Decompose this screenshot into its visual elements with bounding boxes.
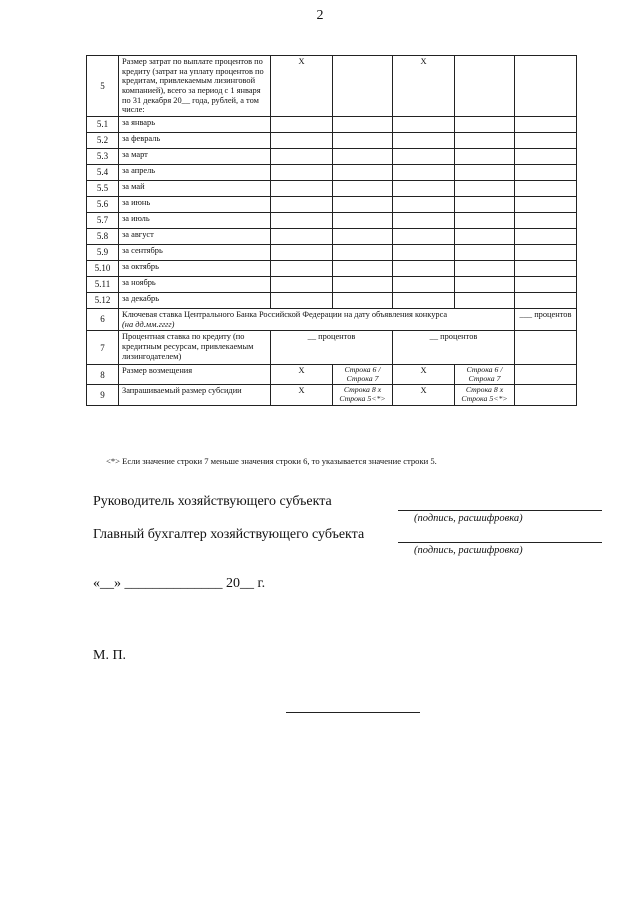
table-row-month [87, 196, 577, 212]
empty-cell [455, 180, 515, 196]
row-number: 5.8 [87, 228, 119, 244]
key-rate-value: ___ процентов [515, 308, 577, 330]
empty-cell [333, 164, 393, 180]
empty-cell [393, 116, 455, 132]
empty-cell [271, 132, 333, 148]
row-number: 5.2 [87, 132, 119, 148]
empty-cell [515, 116, 577, 132]
formula-cell: Строка 8 х Строка 5<*> [455, 385, 515, 405]
table-row-month [87, 228, 577, 244]
row-label: за июль [119, 212, 271, 228]
empty-cell [333, 196, 393, 212]
cell-x: X [271, 385, 333, 405]
empty-cell [515, 148, 577, 164]
subsidy-table [86, 55, 577, 406]
table-row-month [87, 148, 577, 164]
credit-rate-a: __ процентов [271, 331, 393, 365]
row-label: за январь [119, 116, 271, 132]
cell-x: X [271, 56, 333, 117]
row-label: за май [119, 180, 271, 196]
row-label: за июнь [119, 196, 271, 212]
empty-cell [393, 276, 455, 292]
table-row-5 [87, 56, 577, 117]
row-number: 5.7 [87, 212, 119, 228]
stamp-placeholder: М. П. [93, 648, 127, 663]
row-number: 5.3 [87, 148, 119, 164]
cell-x: X [393, 56, 455, 117]
empty-cell [455, 56, 515, 117]
row-number: 7 [87, 331, 119, 365]
row-label: за февраль [119, 132, 271, 148]
empty-cell [515, 331, 577, 365]
empty-cell [333, 212, 393, 228]
empty-cell [271, 116, 333, 132]
cell-x: X [393, 365, 455, 385]
accountant-signature-hint: (подпись, расшифровка) [414, 545, 523, 556]
table-row-month [87, 180, 577, 196]
empty-cell [271, 292, 333, 308]
empty-cell [455, 212, 515, 228]
empty-cell [515, 196, 577, 212]
empty-cell [333, 244, 393, 260]
footnote: <*> Если значение строки 7 меньше значения строки 6, то указывается значение строки 5. [106, 456, 437, 466]
row-number: 5.11 [87, 276, 119, 292]
row-number: 5.6 [87, 196, 119, 212]
row-label: за август [119, 228, 271, 244]
empty-cell [393, 228, 455, 244]
row-number: 5.5 [87, 180, 119, 196]
empty-cell [515, 212, 577, 228]
empty-cell [271, 148, 333, 164]
table-row-month [87, 292, 577, 308]
accountant-signature-line [398, 542, 602, 543]
table-row-7 [87, 331, 577, 365]
empty-cell [333, 56, 393, 117]
empty-cell [271, 244, 333, 260]
formula-cell: Строка 6 / Строка 7 [333, 365, 393, 385]
formula-cell: Строка 8 х Строка 5<*> [333, 385, 393, 405]
empty-cell [455, 292, 515, 308]
empty-cell [455, 276, 515, 292]
empty-cell [455, 244, 515, 260]
table-row-month [87, 276, 577, 292]
empty-cell [393, 292, 455, 308]
empty-cell [333, 260, 393, 276]
empty-cell [393, 132, 455, 148]
table-row-8 [87, 365, 577, 385]
table-row-6 [87, 308, 577, 330]
head-signature-label: Руководитель хозяйствующего субъекта [93, 494, 332, 509]
row-number: 5.10 [87, 260, 119, 276]
empty-cell [333, 292, 393, 308]
empty-cell [455, 164, 515, 180]
table-row-month [87, 132, 577, 148]
empty-cell [393, 180, 455, 196]
empty-cell [393, 196, 455, 212]
empty-cell [515, 276, 577, 292]
row-label: за апрель [119, 164, 271, 180]
date-format-hint: (на дд.мм.гггг) [122, 319, 175, 329]
cell-x: X [393, 385, 455, 405]
empty-cell [455, 260, 515, 276]
row-number: 5.9 [87, 244, 119, 260]
page-number: 2 [316, 8, 324, 23]
empty-cell [271, 228, 333, 244]
empty-cell [455, 116, 515, 132]
row-label: Запрашиваемый размер субсидии [119, 385, 271, 405]
key-rate-label: Ключевая ставка Центрального Банка Российской Федерации на дату объявления конкурса [122, 309, 448, 319]
row-label: за ноябрь [119, 276, 271, 292]
empty-cell [333, 180, 393, 196]
table-row-month [87, 116, 577, 132]
empty-cell [393, 244, 455, 260]
empty-cell [455, 196, 515, 212]
empty-cell [515, 228, 577, 244]
empty-cell [515, 132, 577, 148]
formula-cell: Строка 6 / Строка 7 [455, 365, 515, 385]
empty-cell [455, 132, 515, 148]
head-signature-line [398, 510, 602, 511]
row-label [119, 308, 515, 330]
table-row-month [87, 244, 577, 260]
row-number: 5.12 [87, 292, 119, 308]
empty-cell [515, 164, 577, 180]
row-label: Размер затрат по выплате процентов по кредиту (затрат на уплату процентов по кредитам, привлекаемым лизинговой компанией), всего за период с 1 января по 31 декабря 20__ года, рублей, а том числе: [119, 56, 271, 117]
empty-cell [271, 276, 333, 292]
empty-cell [333, 228, 393, 244]
row-label: за декабрь [119, 292, 271, 308]
empty-cell [333, 148, 393, 164]
empty-cell [333, 116, 393, 132]
empty-cell [515, 365, 577, 385]
empty-cell [455, 148, 515, 164]
empty-cell [393, 164, 455, 180]
row-number: 5 [87, 56, 119, 117]
empty-cell [515, 180, 577, 196]
empty-cell [333, 132, 393, 148]
credit-rate-b: __ процентов [393, 331, 515, 365]
empty-cell [333, 276, 393, 292]
bottom-rule [286, 712, 420, 713]
row-number: 5.4 [87, 164, 119, 180]
row-label: Размер возмещения [119, 365, 271, 385]
row-label: за сентябрь [119, 244, 271, 260]
empty-cell [515, 56, 577, 117]
cell-x: X [271, 365, 333, 385]
table-row-month [87, 212, 577, 228]
row-label: за март [119, 148, 271, 164]
empty-cell [271, 196, 333, 212]
row-label: Процентная ставка по кредиту (по кредитным ресурсам, привлекаемым лизингодателем) [119, 331, 271, 365]
row-number: 6 [87, 308, 119, 330]
empty-cell [455, 228, 515, 244]
empty-cell [271, 212, 333, 228]
empty-cell [515, 385, 577, 405]
empty-cell [393, 148, 455, 164]
date-line: «__» ______________ 20__ г. [93, 576, 266, 591]
empty-cell [271, 164, 333, 180]
row-number: 9 [87, 385, 119, 405]
empty-cell [393, 260, 455, 276]
table-row-month [87, 164, 577, 180]
empty-cell [515, 260, 577, 276]
empty-cell [271, 180, 333, 196]
empty-cell [515, 292, 577, 308]
table-row-9 [87, 385, 577, 405]
empty-cell [271, 260, 333, 276]
accountant-signature-label: Главный бухгалтер хозяйствующего субъекта [93, 527, 365, 542]
head-signature-hint: (подпись, расшифровка) [414, 513, 523, 524]
row-number: 8 [87, 365, 119, 385]
row-label: за октябрь [119, 260, 271, 276]
row-number: 5.1 [87, 116, 119, 132]
empty-cell [393, 212, 455, 228]
empty-cell [515, 244, 577, 260]
table-row-month [87, 260, 577, 276]
